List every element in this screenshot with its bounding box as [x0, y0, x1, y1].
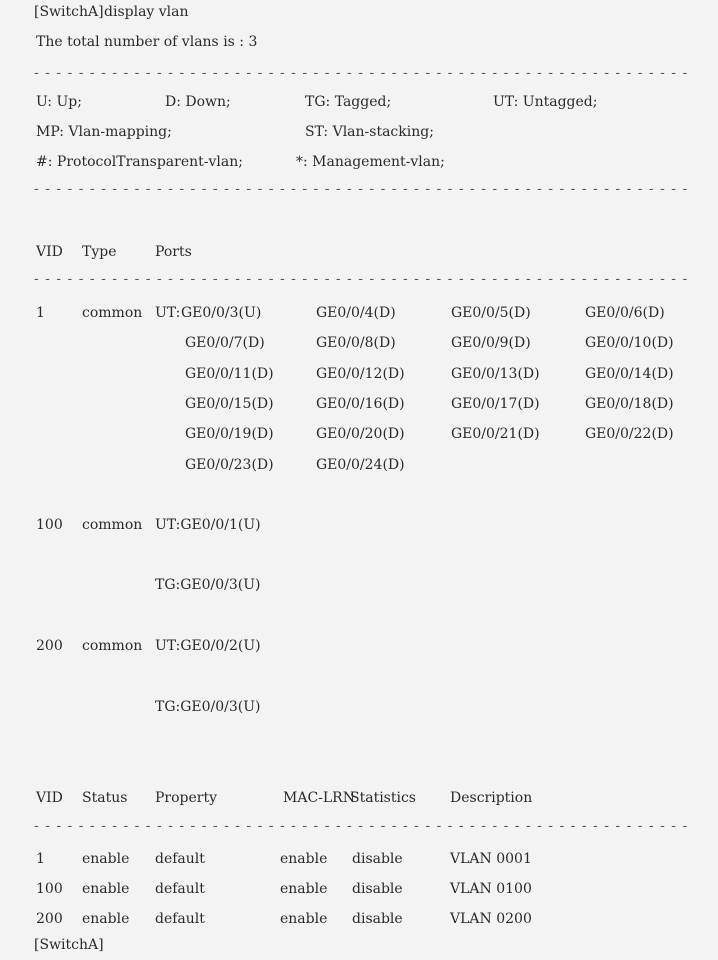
port-entry: GE0/0/18(D) [585, 396, 674, 412]
col-header-statistics: Statistics [350, 790, 416, 806]
port-entry: GE0/0/12(D) [316, 366, 405, 382]
legend-mapping: MP: Vlan-mapping; [36, 124, 172, 140]
col-header-vid: VID [36, 790, 63, 806]
port-entry: GE0/0/8(D) [316, 335, 396, 351]
separator: - - - - - - - - - - - - - - - - - - - - - - - - - - - - - - - - - - - - - - - - - - - - - - - - - - - - - - - - - - - [34, 181, 689, 197]
row-statistics: disable [352, 911, 403, 927]
port-entry: GE0/0/11(D) [185, 366, 274, 382]
row-statistics: disable [352, 881, 403, 897]
port-entry: GE0/0/15(D) [185, 396, 274, 412]
cli-prompt: [SwitchA] [34, 4, 104, 20]
port-entry: GE0/0/10(D) [585, 335, 674, 351]
legend-management: *: Management-vlan; [296, 154, 445, 170]
legend-untagged: UT: Untagged; [493, 94, 598, 110]
port-entry: GE0/0/22(D) [585, 426, 674, 442]
untagged-label: UT: [155, 305, 181, 321]
col-header-status: Status [82, 790, 128, 806]
separator: - - - - - - - - - - - - - - - - - - - - - - - - - - - - - - - - - - - - - - - - - - - - - - - - - - - - - - - - - - - [34, 818, 689, 834]
row-status: enable [82, 911, 130, 927]
vlan-type: common [82, 517, 143, 533]
tagged-ports: TG:GE0/0/3(U) [155, 699, 261, 715]
port-entry: GE0/0/17(D) [451, 396, 540, 412]
row-description: VLAN 0001 [450, 851, 532, 867]
legend-stacking: ST: Vlan-stacking; [305, 124, 434, 140]
col-header-description: Description [450, 790, 533, 806]
port-entry: GE0/0/9(D) [451, 335, 531, 351]
row-mac-lrn: enable [280, 881, 328, 897]
row-property: default [155, 911, 205, 927]
vlan-type: common [82, 305, 143, 321]
separator: - - - - - - - - - - - - - - - - - - - - - - - - - - - - - - - - - - - - - - - - - - - - - - - - - - - - - - - - - - - [34, 271, 689, 287]
cli-command: display vlan [104, 4, 189, 20]
vlan-vid: 100 [36, 517, 63, 533]
port-entry: GE0/0/13(D) [451, 366, 540, 382]
port-entry: GE0/0/20(D) [316, 426, 405, 442]
col-header-mac-lrn: MAC-LRN [283, 790, 355, 806]
row-mac-lrn: enable [280, 911, 328, 927]
row-statistics: disable [352, 851, 403, 867]
port-entry: GE0/0/21(D) [451, 426, 540, 442]
row-status: enable [82, 881, 130, 897]
row-status: enable [82, 851, 130, 867]
port-entry: GE0/0/3(U) [181, 305, 262, 321]
col-header-type: Type [82, 244, 117, 260]
row-mac-lrn: enable [280, 851, 328, 867]
row-vid: 100 [36, 881, 63, 897]
tagged-ports: TG:GE0/0/3(U) [155, 577, 261, 593]
untagged-ports: UT:GE0/0/1(U) [155, 517, 261, 533]
port-entry: GE0/0/6(D) [585, 305, 665, 321]
cli-prompt[interactable]: [SwitchA] [34, 937, 104, 953]
vlan-vid: 200 [36, 638, 63, 654]
port-entry: GE0/0/23(D) [185, 457, 274, 473]
row-vid: 1 [36, 851, 45, 867]
legend-down: D: Down; [165, 94, 231, 110]
row-vid: 200 [36, 911, 63, 927]
legend-protocol: #: ProtocolTransparent-vlan; [36, 154, 243, 170]
port-entry: GE0/0/4(D) [316, 305, 396, 321]
row-property: default [155, 881, 205, 897]
untagged-ports: UT:GE0/0/2(U) [155, 638, 261, 654]
port-entry: GE0/0/5(D) [451, 305, 531, 321]
row-description: VLAN 0200 [450, 911, 532, 927]
port-entry: GE0/0/14(D) [585, 366, 674, 382]
port-entry: GE0/0/19(D) [185, 426, 274, 442]
vlan-vid: 1 [36, 305, 45, 321]
col-header-property: Property [155, 790, 218, 806]
port-entry: GE0/0/24(D) [316, 457, 405, 473]
col-header-ports: Ports [155, 244, 192, 260]
total-vlans-line: The total number of vlans is : 3 [36, 34, 258, 50]
legend-tagged: TG: Tagged; [305, 94, 392, 110]
legend-up: U: Up; [36, 94, 82, 110]
row-description: VLAN 0100 [450, 881, 532, 897]
port-entry: GE0/0/16(D) [316, 396, 405, 412]
col-header-vid: VID [36, 244, 63, 260]
row-property: default [155, 851, 205, 867]
vlan-type: common [82, 638, 143, 654]
separator: - - - - - - - - - - - - - - - - - - - - - - - - - - - - - - - - - - - - - - - - - - - - - - - - - - - - - - - - - - - [34, 65, 689, 81]
port-entry: GE0/0/7(D) [185, 335, 265, 351]
